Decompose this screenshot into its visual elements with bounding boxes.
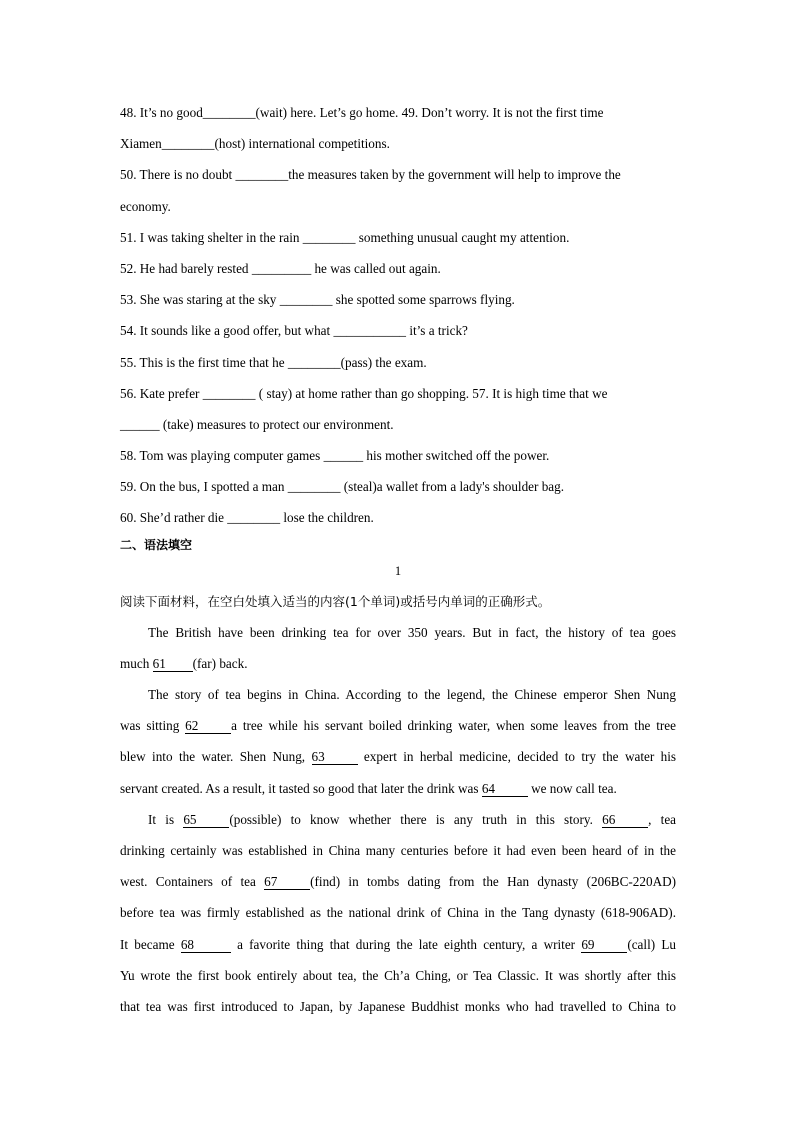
blank-64: 64: [482, 781, 528, 797]
exercise-line: 48. It’s no good________(wait) here. Let’s go home. 49. Don’t worry. It is not the first time: [120, 105, 604, 120]
passage-text: , tea: [648, 811, 677, 827]
document-page: [120, 97, 676, 1022]
passage-paragraph-3: [120, 804, 676, 1022]
passage-line: before tea was firmly established as the national drink of China in the Tang dynasty (618-906AD).: [120, 905, 676, 921]
exercise-line: 55. This is the first time that he ________(pass) the exam.: [120, 354, 427, 370]
exercise-line: 58. Tom was playing computer games ______ his mother switched off the power.: [120, 448, 550, 464]
passage-line: [120, 929, 676, 960]
passage-text: was sitting: [120, 718, 180, 734]
passage-line: that tea was first introduced to Japan, by Japanese Buddhist monks who had travelled to China to: [120, 998, 676, 1014]
passage-line: [120, 648, 676, 679]
passage-line: [120, 741, 676, 772]
passage-line: [120, 773, 676, 804]
instruction-text: 阅读下面材料，在空白处填入适当的内容(1个单词)或括号内单词的正确形式。: [120, 593, 551, 609]
passage-text: much: [120, 655, 150, 671]
passage-line: [120, 804, 676, 835]
passage-line: [120, 710, 676, 741]
exercise-line: 52. He had barely rested _________ he was called out again.: [120, 260, 441, 276]
exercise-line: 50. There is no doubt ________the measures taken by the government will help to improve the: [120, 167, 621, 183]
passage-text: servant created. As a result, it tasted so good that later the drink was: [120, 780, 479, 796]
passage-text: west. Containers of tea: [120, 874, 256, 890]
passage-text: we now call tea.: [531, 780, 617, 796]
blank-66: 66: [602, 812, 648, 828]
blank-69: 69: [581, 937, 627, 953]
passage-text: expert in herbal medicine, decided to try the water his: [363, 749, 677, 765]
exercise-line: economy.: [120, 198, 171, 214]
passage-line: drinking certainly was established in China many centuries before it had even been heard of in the: [120, 842, 676, 858]
blank-65: 65: [183, 812, 229, 828]
section-title: 二、语法填空: [120, 537, 193, 552]
exercise-line: Xiamen________(host) international competitions.: [120, 136, 390, 152]
blank-63: 63: [312, 749, 358, 765]
exercise-list: [120, 97, 676, 534]
passage-text: blew into the water. Shen Nung,: [120, 749, 306, 765]
passage-text: a tree while his servant boiled drinking water, when some leaves from the tree: [231, 718, 677, 734]
passage-text: It became: [120, 936, 175, 952]
blank-62: 62: [185, 718, 231, 734]
exercise-line: 60. She’d rather die ________ lose the children.: [120, 510, 374, 526]
passage-paragraph-2: [120, 679, 676, 804]
exercise-line: 59. On the bus, I spotted a man ________ (steal)a wallet from a lady's shoulder bag.: [120, 479, 565, 495]
passage-text: (possible) to know whether there is any truth in this story.: [229, 811, 593, 827]
blank-68: 68: [181, 937, 231, 953]
passage-text: (far) back.: [192, 655, 248, 671]
blank-61: 61: [153, 656, 193, 672]
passage-text: a favorite thing that during the late eighth century, a writer: [237, 936, 576, 952]
page-number: 1: [394, 563, 402, 578]
passage-line: The British have been drinking tea for over 350 years. But in fact, the history of tea goes: [148, 624, 676, 640]
exercise-line: 53. She was staring at the sky ________ she spotted some sparrows flying.: [120, 292, 515, 308]
exercise-line: 51. I was taking shelter in the rain ________ something unusual caught my attention.: [120, 229, 570, 245]
exercise-line: 56. Kate prefer ________ ( stay) at home rather than go shopping. 57. It is high time that we: [120, 385, 608, 401]
passage-paragraph-1: [120, 617, 676, 679]
blank-67: 67: [264, 874, 310, 890]
exercise-line: 54. It sounds like a good offer, but what ___________ it’s a trick?: [120, 323, 468, 339]
passage-line: [120, 866, 676, 897]
passage-text: (find) in tombs dating from the Han dynasty (206BC-220AD): [310, 874, 677, 890]
passage-line: The story of tea begins in China. According to the legend, the Chinese emperor Shen Nung: [148, 687, 676, 702]
passage-text: It is: [148, 811, 175, 827]
passage-line: Yu wrote the first book entirely about tea, the Ch’a Ching, or Tea Classic. It was shortly after this: [120, 967, 676, 983]
exercise-line: ______ (take) measures to protect our environment.: [120, 416, 394, 432]
passage-text: (call) Lu: [627, 936, 677, 952]
